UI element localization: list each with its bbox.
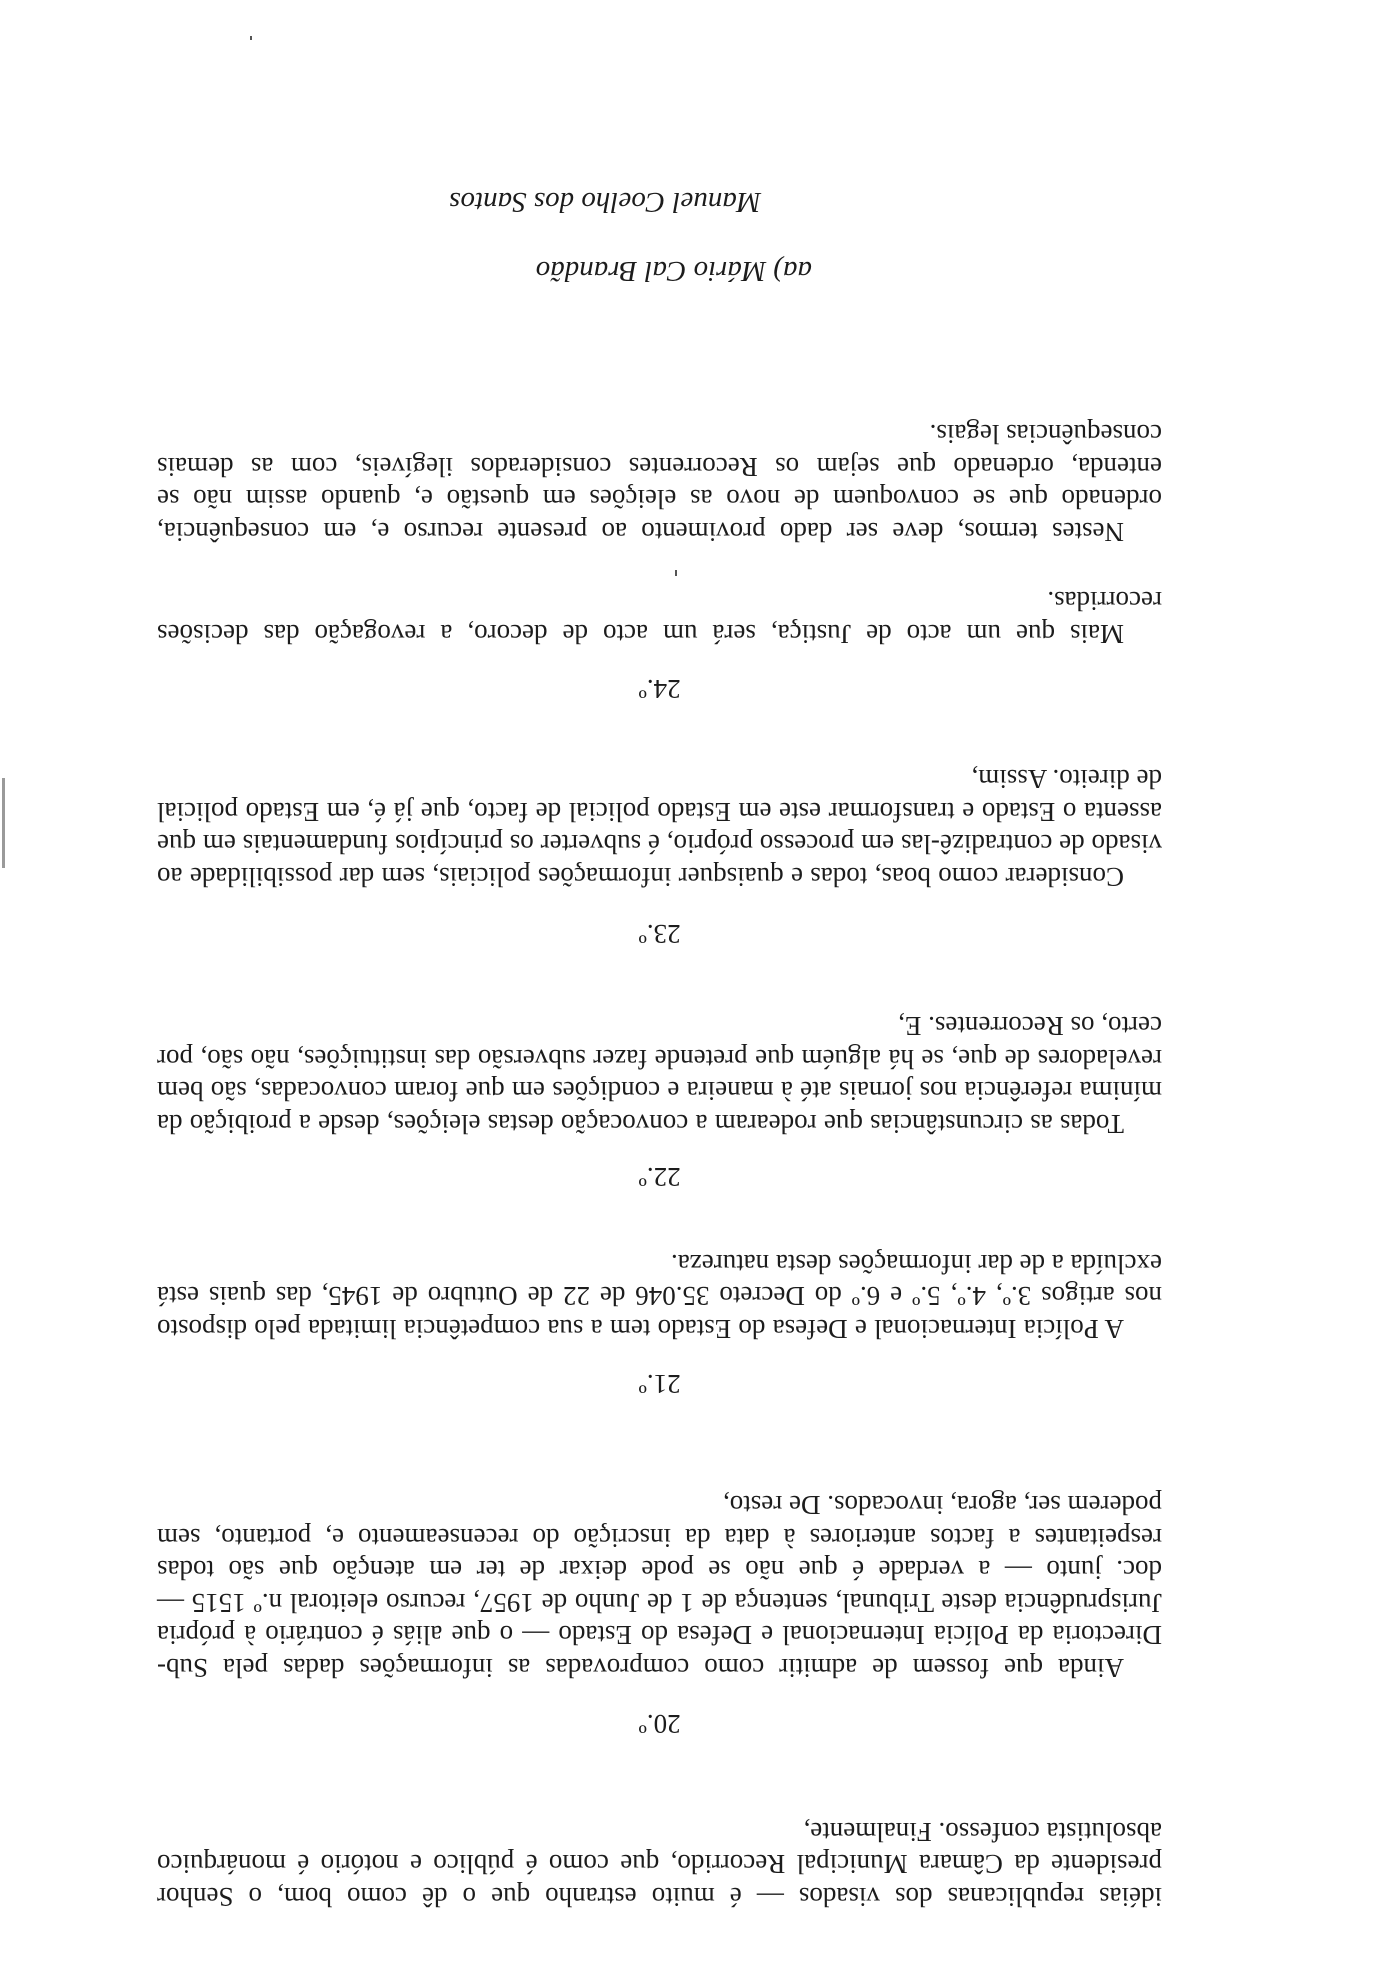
section-number-24: 24.º xyxy=(638,674,681,704)
opening-paragraph: idéias republicanas dos visados — é muito estranho que o dê como bom, o Senhor presidente da Câmara Municipal Recorrido, que como é público e notório é monárquico absolutista confesso. Finalmente, xyxy=(157,1816,1162,1912)
paragraph-24b: Nestes termos, deve ser dado provimento ao presente recurso e, em consequência, ordenado que se convoquem de novo as eleições em questão e, quando assim não se entenda, ordenado que sejam os Recorrentes considerados ilegíveis, com as demais consequências legais. xyxy=(157,419,1162,547)
section-number-22: 22.º xyxy=(638,1162,681,1192)
paragraph-22: Todas as circunstâncias que rodearam a convocação destas eleições, desde a proibição da mínima referência nos jornais até à maneira e condições em que foram convocadas, são bem reveladores de que, se há alguém que pretende fazer subversão das instituições, não são, por certo, os Recorrentes. E, xyxy=(157,1011,1162,1139)
corner-mark xyxy=(250,36,252,40)
paragraph-20: Ainda que fossem de admitir como comprovadas as informações dadas pela Sub-Directoria da Polícia Internacional e Defesa do Estado — o que aliás é contrário à própria Jurisprudência deste Tribunal, sentença de 1 de Junho de 1957, recurso eleitoral n.º 1515 — doc. junto — a verdade é que não se pode deixar de ter em atenção que são todas respeitantes a factos anteriores à data da inscrição do recenseamento e, portanto, sem poderem ser, agora, invocados. De resto, xyxy=(157,1490,1162,1683)
signature-line-1: aa) Mário Cal Brandão xyxy=(535,255,812,287)
stray-mark xyxy=(675,570,677,576)
signature-line-2: Manuel Coelho dos Santos xyxy=(449,186,761,218)
paragraph-23: Considerar como boas, todas e quaisquer informações policiais, sem dar possibilidade ao visado de contradizê-las em processo próprio, é subverter os princípios fundamentais em que assenta o Estado e transformar este em Estado policial de facto, que já é, em Estado policial de direito. Assim, xyxy=(157,764,1162,892)
margin-mark xyxy=(2,778,5,868)
paragraph-24a: Mais que um acto de Justiça, será um acto de decoro, a revogação das decisões recorridas. xyxy=(157,586,1162,649)
section-number-20: 20.º xyxy=(638,1709,681,1739)
section-number-21: 21.º xyxy=(638,1369,681,1399)
paragraph-21: A Polícia Internacional e Defesa do Estado tem a sua competência limitada pelo disposto nos artigos 3.º, 4.º, 5.º e 6.º do Decreto 35.046 de 22 de Outubro de 1945, das quais está excluída a de dar informações desta natureza. xyxy=(157,1248,1162,1344)
section-number-23: 23.º xyxy=(638,919,681,949)
